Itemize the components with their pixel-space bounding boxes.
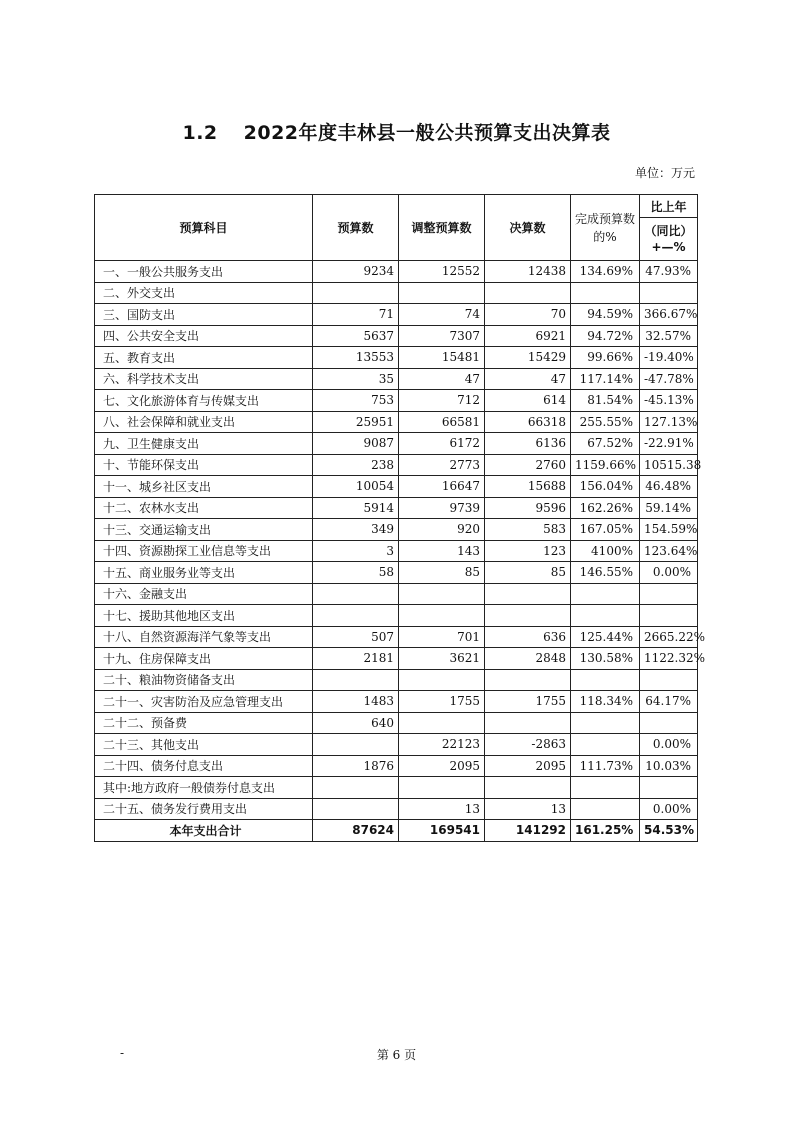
- cell-adjusted: [399, 282, 485, 304]
- cell-subject: 二十一、灾害防治及应急管理支出: [95, 691, 313, 713]
- cell-adjusted: 3621: [399, 648, 485, 670]
- cell-final: 141292: [485, 820, 571, 842]
- table-row: [95, 261, 698, 283]
- cell-yoy: -22.91%: [640, 433, 698, 455]
- cell-subject: 二、外交支出: [95, 282, 313, 304]
- cell-final: 1755: [485, 691, 571, 713]
- table-row: [95, 325, 698, 347]
- cell-completion: 162.26%: [571, 497, 640, 519]
- cell-subject: 七、文化旅游体育与传媒支出: [95, 390, 313, 412]
- cell-final: 15688: [485, 476, 571, 498]
- footer-dash: -: [120, 1046, 125, 1060]
- cell-yoy: 64.17%: [640, 691, 698, 713]
- cell-yoy: 10.03%: [640, 755, 698, 777]
- table-row: [95, 347, 698, 369]
- cell-completion: [571, 734, 640, 756]
- table-row: [95, 540, 698, 562]
- budget-table: [94, 194, 706, 842]
- cell-final: [485, 282, 571, 304]
- cell-subject: 二十四、债务付息支出: [95, 755, 313, 777]
- cell-completion: 1159.66%: [571, 454, 640, 476]
- cell-adjusted: 712: [399, 390, 485, 412]
- cell-yoy: 123.64%: [640, 540, 698, 562]
- cell-final: 12438: [485, 261, 571, 283]
- cell-completion: 81.54%: [571, 390, 640, 412]
- cell-adjusted: 143: [399, 540, 485, 562]
- cell-subject: 五、教育支出: [95, 347, 313, 369]
- cell-final: 2095: [485, 755, 571, 777]
- cell-adjusted: 169541: [399, 820, 485, 842]
- cell-budget: 9087: [313, 433, 399, 455]
- cell-final: 6921: [485, 325, 571, 347]
- cell-final: [485, 669, 571, 691]
- cell-final: [485, 712, 571, 734]
- cell-subject: 十五、商业服务业等支出: [95, 562, 313, 584]
- cell-subject: 十一、城乡社区支出: [95, 476, 313, 498]
- table-row: [95, 476, 698, 498]
- cell-subject: 一、一般公共服务支出: [95, 261, 313, 283]
- cell-adjusted: [399, 605, 485, 627]
- cell-subject: 十八、自然资源海洋气象等支出: [95, 626, 313, 648]
- cell-completion: 146.55%: [571, 562, 640, 584]
- cell-budget: 13553: [313, 347, 399, 369]
- cell-budget: 3: [313, 540, 399, 562]
- cell-yoy: -45.13%: [640, 390, 698, 412]
- cell-subject: 四、公共安全支出: [95, 325, 313, 347]
- cell-budget: [313, 282, 399, 304]
- cell-yoy: 127.13%: [640, 411, 698, 433]
- cell-subject: 二十五、债务发行费用支出: [95, 798, 313, 820]
- cell-yoy: -47.78%: [640, 368, 698, 390]
- cell-budget: 25951: [313, 411, 399, 433]
- table-row: [95, 755, 698, 777]
- cell-budget: 640: [313, 712, 399, 734]
- table-row: [95, 304, 698, 326]
- table-row: [95, 562, 698, 584]
- cell-yoy: 366.67%: [640, 304, 698, 326]
- cell-subject: 六、科学技术支出: [95, 368, 313, 390]
- cell-adjusted: 47: [399, 368, 485, 390]
- cell-final: 70: [485, 304, 571, 326]
- cell-completion: 4100%: [571, 540, 640, 562]
- cell-budget: 5914: [313, 497, 399, 519]
- header-subject: 预算科目: [95, 195, 313, 261]
- cell-final: 47: [485, 368, 571, 390]
- cell-completion: 167.05%: [571, 519, 640, 541]
- table-row: [95, 519, 698, 541]
- cell-subject: 十二、农林水支出: [95, 497, 313, 519]
- cell-completion: 94.72%: [571, 325, 640, 347]
- cell-adjusted: 2773: [399, 454, 485, 476]
- cell-yoy: 46.48%: [640, 476, 698, 498]
- cell-yoy: 10515.38: [640, 454, 698, 476]
- cell-subject: 二十三、其他支出: [95, 734, 313, 756]
- cell-final: 15429: [485, 347, 571, 369]
- cell-subject: 十四、资源勘探工业信息等支出: [95, 540, 313, 562]
- table-body: [95, 261, 706, 842]
- cell-final: 66318: [485, 411, 571, 433]
- table-row: [95, 798, 698, 820]
- cell-adjusted: [399, 777, 485, 799]
- cell-completion: 255.55%: [571, 411, 640, 433]
- cell-adjusted: [399, 669, 485, 691]
- table-row: [95, 497, 698, 519]
- table-row: [95, 411, 698, 433]
- cell-final: 2848: [485, 648, 571, 670]
- cell-yoy: -19.40%: [640, 347, 698, 369]
- cell-budget: 753: [313, 390, 399, 412]
- cell-completion: 130.58%: [571, 648, 640, 670]
- cell-completion: [571, 583, 640, 605]
- header-yoy-bottom: （同比）+—%: [640, 218, 698, 261]
- cell-budget: [313, 583, 399, 605]
- cell-adjusted: 13: [399, 798, 485, 820]
- cell-yoy: 0.00%: [640, 562, 698, 584]
- header-final: 决算数: [485, 195, 571, 261]
- cell-subject: 十三、交通运输支出: [95, 519, 313, 541]
- cell-budget: [313, 605, 399, 627]
- cell-budget: 2181: [313, 648, 399, 670]
- table-row: [95, 368, 698, 390]
- cell-adjusted: 16647: [399, 476, 485, 498]
- cell-final: [485, 583, 571, 605]
- cell-adjusted: 7307: [399, 325, 485, 347]
- cell-budget: 35: [313, 368, 399, 390]
- cell-subject: 二十、粮油物资储备支出: [95, 669, 313, 691]
- cell-completion: 134.69%: [571, 261, 640, 283]
- table-row: [95, 626, 698, 648]
- table-row: [95, 691, 698, 713]
- cell-subject: 十七、援助其他地区支出: [95, 605, 313, 627]
- table-row: [95, 433, 698, 455]
- unit-label: 单位：万元: [634, 166, 695, 180]
- table-row: [95, 734, 698, 756]
- cell-yoy: 32.57%: [640, 325, 698, 347]
- total-row: [95, 820, 698, 842]
- cell-completion: 161.25%: [571, 820, 640, 842]
- cell-adjusted: 15481: [399, 347, 485, 369]
- header-budget: 预算数: [313, 195, 399, 261]
- cell-final: 13: [485, 798, 571, 820]
- cell-completion: 156.04%: [571, 476, 640, 498]
- cell-adjusted: [399, 712, 485, 734]
- cell-subject: 二十二、预备费: [95, 712, 313, 734]
- cell-budget: 58: [313, 562, 399, 584]
- cell-budget: 10054: [313, 476, 399, 498]
- cell-adjusted: 1755: [399, 691, 485, 713]
- cell-adjusted: 74: [399, 304, 485, 326]
- cell-budget: 238: [313, 454, 399, 476]
- cell-final: [485, 605, 571, 627]
- cell-yoy: 54.53%: [640, 820, 698, 842]
- cell-yoy: 59.14%: [640, 497, 698, 519]
- cell-yoy: [640, 669, 698, 691]
- cell-completion: [571, 282, 640, 304]
- cell-adjusted: [399, 583, 485, 605]
- cell-completion: 67.52%: [571, 433, 640, 455]
- cell-yoy: [640, 282, 698, 304]
- cell-final: 614: [485, 390, 571, 412]
- cell-budget: 71: [313, 304, 399, 326]
- cell-adjusted: 6172: [399, 433, 485, 455]
- page-title: [0, 118, 793, 145]
- cell-yoy: [640, 712, 698, 734]
- table-row: [95, 605, 698, 627]
- cell-subject: 十、节能环保支出: [95, 454, 313, 476]
- table-row: [95, 583, 698, 605]
- cell-budget: [313, 777, 399, 799]
- cell-completion: 111.73%: [571, 755, 640, 777]
- cell-adjusted: 66581: [399, 411, 485, 433]
- header-adjusted: 调整预算数: [399, 195, 485, 261]
- cell-adjusted: 85: [399, 562, 485, 584]
- cell-final: -2863: [485, 734, 571, 756]
- cell-budget: 507: [313, 626, 399, 648]
- cell-completion: [571, 669, 640, 691]
- cell-yoy: 1122.32%: [640, 648, 698, 670]
- table-row: [95, 712, 698, 734]
- cell-completion: [571, 798, 640, 820]
- cell-final: 636: [485, 626, 571, 648]
- cell-adjusted: 12552: [399, 261, 485, 283]
- cell-adjusted: 701: [399, 626, 485, 648]
- cell-final: [485, 777, 571, 799]
- cell-adjusted: 2095: [399, 755, 485, 777]
- cell-final: 583: [485, 519, 571, 541]
- cell-yoy: 154.59%: [640, 519, 698, 541]
- title-text: 2022年度丰林县一般公共预算支出决算表: [243, 122, 611, 144]
- cell-completion: 117.14%: [571, 368, 640, 390]
- cell-completion: 99.66%: [571, 347, 640, 369]
- cell-subject: 本年支出合计: [95, 820, 313, 842]
- cell-budget: 87624: [313, 820, 399, 842]
- cell-subject: 三、国防支出: [95, 304, 313, 326]
- table-row: [95, 648, 698, 670]
- table-row: [95, 669, 698, 691]
- cell-budget: 9234: [313, 261, 399, 283]
- cell-completion: [571, 777, 640, 799]
- cell-yoy: 0.00%: [640, 734, 698, 756]
- cell-budget: [313, 734, 399, 756]
- cell-final: 9596: [485, 497, 571, 519]
- cell-subject: 其中:地方政府一般债券付息支出: [95, 777, 313, 799]
- page-number: 第 6 页: [376, 1048, 417, 1062]
- cell-yoy: [640, 583, 698, 605]
- cell-subject: 十六、金融支出: [95, 583, 313, 605]
- cell-yoy: 47.93%: [640, 261, 698, 283]
- header-completion: 完成预算数的%: [571, 195, 640, 261]
- cell-subject: 九、卫生健康支出: [95, 433, 313, 455]
- cell-budget: 349: [313, 519, 399, 541]
- cell-budget: 1876: [313, 755, 399, 777]
- cell-adjusted: 920: [399, 519, 485, 541]
- cell-budget: 5637: [313, 325, 399, 347]
- cell-subject: 八、社会保障和就业支出: [95, 411, 313, 433]
- header-yoy-top: 比上年: [640, 195, 698, 218]
- cell-completion: [571, 605, 640, 627]
- table-row: [95, 777, 698, 799]
- cell-subject: 十九、住房保障支出: [95, 648, 313, 670]
- title-number: 1.2: [182, 122, 218, 144]
- cell-final: 6136: [485, 433, 571, 455]
- cell-yoy: [640, 777, 698, 799]
- cell-budget: [313, 669, 399, 691]
- table-row: [95, 282, 698, 304]
- cell-final: 123: [485, 540, 571, 562]
- cell-budget: 1483: [313, 691, 399, 713]
- table-row: [95, 390, 698, 412]
- cell-completion: 125.44%: [571, 626, 640, 648]
- cell-adjusted: 22123: [399, 734, 485, 756]
- cell-final: 2760: [485, 454, 571, 476]
- cell-adjusted: 9739: [399, 497, 485, 519]
- cell-completion: [571, 712, 640, 734]
- cell-yoy: [640, 605, 698, 627]
- cell-completion: 118.34%: [571, 691, 640, 713]
- cell-final: 85: [485, 562, 571, 584]
- cell-completion: 94.59%: [571, 304, 640, 326]
- cell-yoy: 0.00%: [640, 798, 698, 820]
- cell-budget: [313, 798, 399, 820]
- cell-yoy: 2665.22%: [640, 626, 698, 648]
- table-row: [95, 454, 698, 476]
